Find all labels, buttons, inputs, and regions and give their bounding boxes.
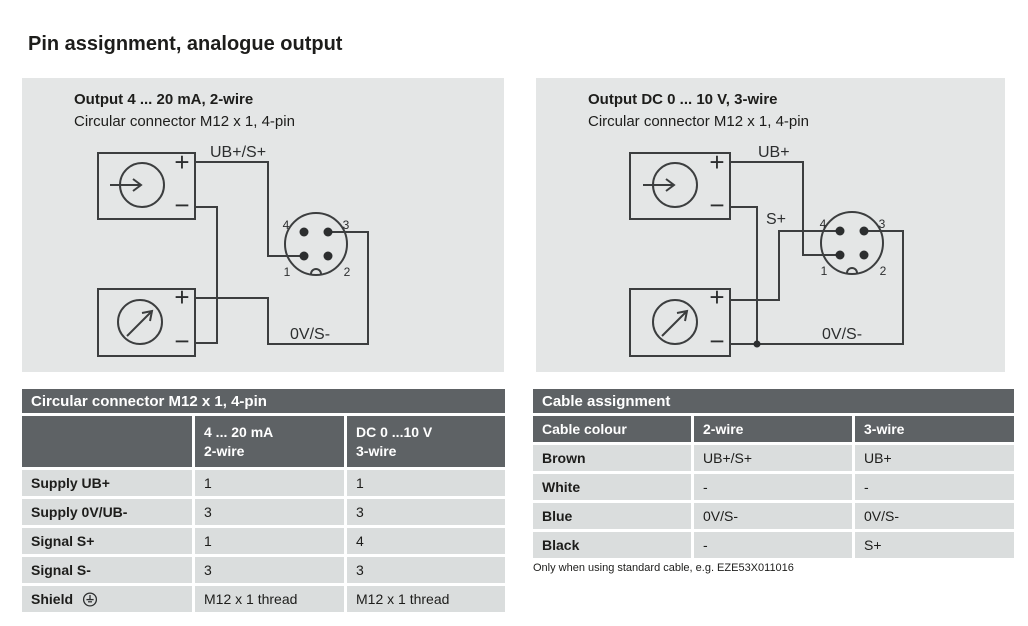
supply-minus-terminal: − <box>709 190 725 220</box>
wire-0v <box>730 231 903 344</box>
pin-dot-3 <box>324 228 333 237</box>
pin-label-4: 4 <box>819 217 827 231</box>
pin-dot-2 <box>860 251 869 260</box>
pin-label-3: 3 <box>342 218 350 232</box>
keyway-notch <box>311 269 321 274</box>
value-cell: UB+ <box>855 445 1014 471</box>
wire-label-splus: S+ <box>766 211 787 228</box>
panel-output-3wire <box>536 78 1005 372</box>
value-cell: 3 <box>195 557 344 583</box>
column-header-2wire: 2-wire <box>694 416 852 442</box>
supply-plus-terminal: + <box>709 147 725 177</box>
value-cell: 1 <box>195 470 344 496</box>
value-cell: 1 <box>195 528 344 554</box>
wire-label-ubplus: UB+/S+ <box>210 144 267 161</box>
table-title: Circular connector M12 x 1, 4-pin <box>22 389 505 413</box>
meter-minus-terminal: − <box>174 326 190 356</box>
connector-face-icon <box>282 213 347 275</box>
supply-plus-terminal: + <box>174 147 190 177</box>
value-cell: 3 <box>347 557 505 583</box>
column-header-line: 4 ... 20 mA <box>204 424 274 441</box>
panel-title: Output DC 0 ... 10 V, 3-wire <box>588 91 778 108</box>
column-header-2wire <box>195 416 344 467</box>
row-label-cell: Blue <box>533 503 691 529</box>
panel-heading <box>588 89 809 133</box>
row-label-cell: Supply UB+ <box>22 470 192 496</box>
panel-heading <box>74 89 295 133</box>
cable-assignment-table <box>533 389 1014 558</box>
wire-label-0v: 0V/S- <box>822 326 863 343</box>
pin-dot-4 <box>300 228 309 237</box>
panel-subtitle: Circular connector M12 x 1, 4-pin <box>588 112 809 130</box>
meter-plus-terminal: + <box>174 282 190 312</box>
value-cell: M12 x 1 thread <box>195 586 344 612</box>
meter-plus-terminal: + <box>709 282 725 312</box>
wire-ubplus <box>195 162 304 256</box>
meter-minus-terminal: − <box>709 326 725 356</box>
wire-0v <box>195 232 368 344</box>
panel-title: Output 4 ... 20 mA, 2-wire <box>74 91 254 108</box>
pin-dot-1 <box>836 251 845 260</box>
wire-label-0v: 0V/S- <box>290 326 331 343</box>
panel-output-2wire <box>22 78 504 372</box>
value-cell: M12 x 1 thread <box>347 586 505 612</box>
row-label-cell: White <box>533 474 691 500</box>
value-cell: UB+/S+ <box>694 445 852 471</box>
pin-label-4: 4 <box>282 218 290 232</box>
table-title: Cable assignment <box>533 389 1014 413</box>
row-label-cell <box>22 586 192 612</box>
column-header-line: 2-wire <box>204 442 245 459</box>
pin-label-2: 2 <box>879 264 887 278</box>
wire-junction-dot <box>754 341 761 348</box>
value-cell: 0V/S- <box>855 503 1014 529</box>
pin-dot-2 <box>324 252 333 261</box>
wire-ubplus <box>730 162 840 255</box>
row-label-cell: Black <box>533 532 691 558</box>
pin-label-2: 2 <box>343 265 351 279</box>
protective-earth-icon <box>82 591 98 607</box>
pin-dot-4 <box>836 227 845 236</box>
value-cell: 1 <box>347 470 505 496</box>
wire-supply-return <box>195 207 217 343</box>
column-header-empty <box>22 416 192 467</box>
column-header-line: DC 0 ...10 V <box>356 424 433 441</box>
pin-dot-3 <box>860 227 869 236</box>
value-cell: - <box>694 532 852 558</box>
supply-minus-terminal: − <box>174 190 190 220</box>
page-title: Pin assignment, analogue output <box>28 33 343 55</box>
keyway-notch <box>847 268 857 273</box>
value-cell: 3 <box>195 499 344 525</box>
row-label-cell: Signal S- <box>22 557 192 583</box>
value-cell: 0V/S- <box>694 503 852 529</box>
value-cell: S+ <box>855 532 1014 558</box>
shield-label: Shield <box>31 591 74 607</box>
pin-label-1: 1 <box>820 264 828 278</box>
column-header-3wire: 3-wire <box>855 416 1014 442</box>
connector-pin-table <box>22 389 505 612</box>
table-footnote: Only when using standard cable, e.g. EZE53X011016 <box>533 562 794 574</box>
wire-supply-return <box>730 207 757 344</box>
connector-face-icon <box>821 212 883 274</box>
row-label-cell: Signal S+ <box>22 528 192 554</box>
value-cell: - <box>855 474 1014 500</box>
pin-dot-1 <box>300 252 309 261</box>
pin-label-3: 3 <box>878 217 886 231</box>
row-label-cell: Brown <box>533 445 691 471</box>
pin-label-1: 1 <box>283 265 291 279</box>
value-cell: 4 <box>347 528 505 554</box>
panel-subtitle: Circular connector M12 x 1, 4-pin <box>74 112 295 130</box>
wire-label-ubplus: UB+ <box>758 144 790 161</box>
row-label-cell: Supply 0V/UB- <box>22 499 192 525</box>
column-header-colour: Cable colour <box>533 416 691 442</box>
column-header-3wire <box>347 416 505 467</box>
value-cell: 3 <box>347 499 505 525</box>
value-cell: - <box>694 474 852 500</box>
column-header-line: 3-wire <box>356 442 397 459</box>
